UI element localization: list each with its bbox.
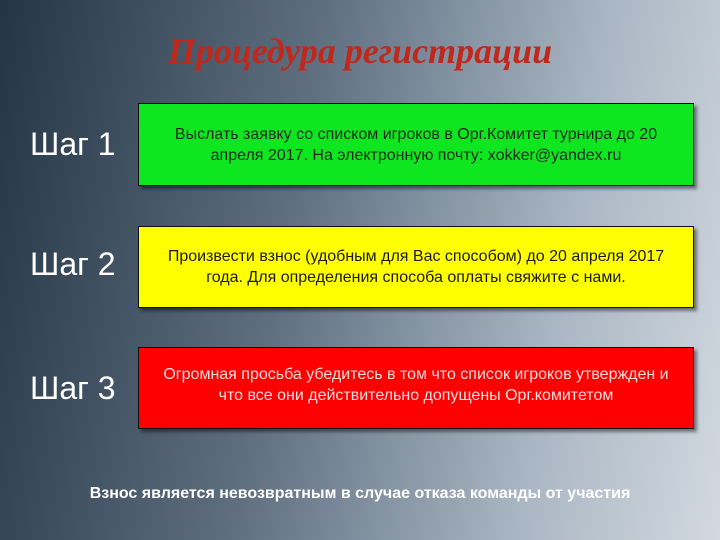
step-1-text: Выслать заявку со списком игроков в Орг.Комитет турнира до 20 апреля 2017. На электронную почту: xokker@yandex.ru [174, 125, 658, 164]
footer-note: Взнос является невозвратным в случае отказа команды от участия [89, 485, 631, 502]
step-2-label: Шаг 2 [30, 246, 116, 282]
page-title: Процедура регистрации [167, 31, 553, 71]
step-1-box [138, 103, 694, 186]
step-3-text: Огромная просьба убедитесь в том что список игроков утвержден и что все они действительно допущены Орг.комитетом [163, 366, 669, 404]
step-3-label: Шаг 3 [30, 370, 116, 406]
step-2-text: Произвести взнос (удобным для Вас способом) до 20 апреля 2017 года. Для определения способа оплаты свяжите с нами. [167, 248, 665, 286]
step-1-label: Шаг 1 [30, 126, 116, 162]
step-3-box [138, 347, 694, 429]
step-2-box [138, 226, 694, 308]
